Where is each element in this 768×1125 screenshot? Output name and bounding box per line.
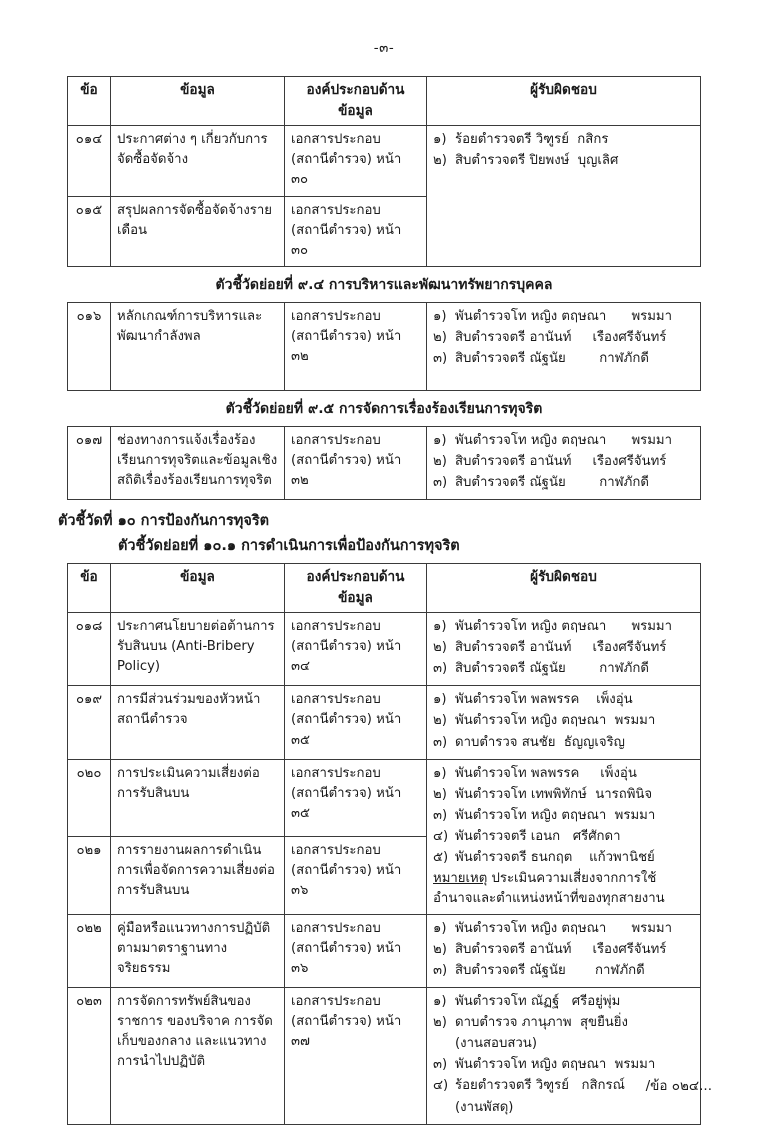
column-header-responsible: ผู้รับผิดชอบ <box>427 77 701 126</box>
cell-no: ๐๒๐ <box>68 759 111 837</box>
responsible-item-number: ๑) <box>433 692 447 708</box>
responsible-list-item <box>433 806 694 826</box>
responsible-item-name: พันตำรวจโท พลพรรค เพ็งอุ่น <box>455 765 637 781</box>
cell-responsible <box>427 426 701 499</box>
responsible-item-number: ๒) <box>433 713 447 729</box>
responsible-item-name: สิบตำรวจตรี ณัฐนัย กาฬภักดี <box>455 350 649 366</box>
cell-component: เอกสารประกอบ (สถานีตำรวจ) หน้า ๓๔ <box>285 613 427 686</box>
cell-responsible <box>427 686 701 759</box>
table-hr-development <box>67 302 701 391</box>
heading-indicator-9-4: ตัวชี้วัดย่อยที่ ๙.๔ การบริหารและพัฒนาทรัพยากรบุคคล <box>215 276 553 293</box>
heading-indicator-10-1: ตัวชี้วัดย่อยที่ ๑๐.๑ การดำเนินการเพื่อป้องกันการทุจริต <box>118 537 460 554</box>
responsible-item-number: ๓) <box>433 474 448 490</box>
cell-no: ๐๑๕ <box>68 196 111 266</box>
cell-no: ๐๑๔ <box>68 126 111 196</box>
cell-info: ช่องทางการแจ้งเรื่องร้องเรียนการทุจริตและข้อมูลเชิงสถิติเรื่องร้องเรียนการทุจริต <box>111 426 285 499</box>
responsible-item-name: พันตำรวจโท ณัฏฐ์ ศรีอยู่พุ่ม <box>455 994 621 1010</box>
responsible-item-number: ๒) <box>433 329 447 345</box>
responsible-list <box>433 431 694 493</box>
responsible-item-number: ๓) <box>433 350 448 366</box>
column-header-no: ข้อ <box>68 77 111 126</box>
cell-responsible <box>427 126 701 266</box>
responsible-item-number: ๔) <box>433 1078 449 1094</box>
cell-no: ๐๒๓ <box>68 988 111 1124</box>
responsible-list-item <box>433 638 694 658</box>
responsible-item-number: ๑) <box>433 994 447 1010</box>
table-row <box>68 915 701 988</box>
cell-component: เอกสารประกอบ (สถานีตำรวจ) หน้า ๓๐ <box>285 126 427 196</box>
responsible-item-name: สิบตำรวจตรี อานันท์ เรืองศรีจันทร์ <box>455 942 667 958</box>
responsible-item-name: สิบตำรวจตรี ณัฐนัย กาฬภักดี <box>455 661 649 677</box>
cell-no: ๐๑๘ <box>68 613 111 686</box>
column-header-no: ข้อ <box>68 563 111 612</box>
responsible-item-name: พันตำรวจโท หญิง ตฤษณา พรมมา <box>455 807 656 823</box>
responsible-list-item <box>433 328 694 348</box>
cell-responsible <box>427 988 701 1124</box>
responsible-list-item <box>433 1055 694 1075</box>
responsible-item-number: ๓) <box>433 963 448 979</box>
table-complaints <box>67 426 701 500</box>
note-label: หมายเหตุ <box>433 870 488 886</box>
cell-responsible-merged <box>427 759 701 914</box>
cell-component: เอกสารประกอบ (สถานีตำรวจ) หน้า ๓๐ <box>285 196 427 266</box>
cell-info: การรายงานผลการดำเนินการเพื่อจัดการความเสี่ยงต่อการรับสินบน <box>111 837 285 915</box>
cell-responsible <box>427 613 701 686</box>
cell-no: ๐๒๒ <box>68 915 111 988</box>
responsible-item-name: พันตำรวจโท เทพพิทักษ์ นารถพินิจ <box>455 786 653 802</box>
responsible-item-number: ๒) <box>433 942 447 958</box>
table-anti-corruption <box>67 563 701 1125</box>
responsible-item-name: ร้อยตำรวจตรี วิฑูรย์ กสิกรณ์ <box>455 1078 625 1094</box>
responsible-list-item <box>433 349 694 369</box>
responsible-list-item <box>433 961 694 981</box>
footer-continuation-note: /ข้อ ๐๒๔... <box>645 1078 712 1094</box>
responsible-item-name: สิบตำรวจตรี อานันท์ เรืองศรีจันทร์ <box>455 640 667 656</box>
responsible-item-name: ร้อยตำรวจตรี วิฑูรย์ กสิกร <box>455 132 609 148</box>
responsible-item-number: ๑) <box>433 765 447 781</box>
responsible-list-item <box>433 711 694 731</box>
cell-component: เอกสารประกอบ (สถานีตำรวจ) หน้า ๓๕ <box>285 759 427 837</box>
cell-no: ๐๑๖ <box>68 302 111 390</box>
column-header-info: ข้อมูล <box>111 77 285 126</box>
table-header-row <box>68 77 701 126</box>
responsible-item-name: พันตำรวจโท หญิง ตฤษณา พรมมา <box>455 713 656 729</box>
responsible-item-name: สิบตำรวจตรี ปิยพงษ์ บุญเลิศ <box>455 153 619 169</box>
cell-info: การจัดการทรัพย์สินของราชการ ของบริจาค การจัดเก็บของกลาง และแนวทางการนำไปปฏิบัติ <box>111 988 285 1124</box>
responsible-item-number: ๒) <box>433 153 447 169</box>
table-row <box>68 302 701 390</box>
cell-component: เอกสารประกอบ (สถานีตำรวจ) หน้า ๓๕ <box>285 686 427 759</box>
responsible-item-name: พันตำรวจโท หญิง ตฤษณา พรมมา <box>455 1057 656 1073</box>
responsible-list <box>433 690 694 752</box>
table-row <box>68 426 701 499</box>
cell-component: เอกสารประกอบ (สถานีตำรวจ) หน้า ๓๖ <box>285 837 427 915</box>
column-header-component: องค์ประกอบด้านข้อมูล <box>285 77 427 126</box>
responsible-list-item <box>433 764 694 784</box>
cell-component: เอกสารประกอบ (สถานีตำรวจ) หน้า ๓๒ <box>285 302 427 390</box>
responsible-list-item <box>433 690 694 710</box>
responsible-list-item <box>433 827 694 847</box>
responsible-item-number: ๓) <box>433 661 448 677</box>
responsible-item-name: พันตำรวจโท พลพรรค เพ็งอุ่น <box>455 692 633 708</box>
table-header-row <box>68 563 701 612</box>
cell-responsible <box>427 302 701 390</box>
cell-component: เอกสารประกอบ (สถานีตำรวจ) หน้า ๓๗ <box>285 988 427 1124</box>
responsible-list <box>433 992 694 1117</box>
responsible-item-number: ๒) <box>433 1015 447 1031</box>
column-header-component: องค์ประกอบด้านข้อมูล <box>285 563 427 612</box>
column-header-info: ข้อมูล <box>111 563 285 612</box>
cell-info: ประกาศต่าง ๆ เกี่ยวกับการจัดซื้อจัดจ้าง <box>111 126 285 196</box>
responsible-list <box>433 307 694 369</box>
cell-info: ประกาศนโยบายต่อต้านการรับสินบน (Anti-Bribery Policy) <box>111 613 285 686</box>
table-procurement <box>67 76 701 267</box>
cell-info: หลักเกณฑ์การบริหารและพัฒนากำลังพล <box>111 302 285 390</box>
responsible-item-name: สิบตำรวจตรี อานันท์ เรืองศรีจันทร์ <box>455 453 667 469</box>
cell-no: ๐๑๙ <box>68 686 111 759</box>
responsible-item-name: (งานพัสดุ) <box>455 1099 514 1115</box>
responsible-list-item <box>433 785 694 805</box>
responsible-list-item <box>433 848 694 868</box>
responsible-item-number: ๕) <box>433 849 449 865</box>
responsible-item-number: ๓) <box>433 1057 448 1073</box>
table-row <box>68 126 701 196</box>
responsible-list <box>433 764 694 868</box>
heading-indicator-10: ตัวชี้วัดที่ ๑๐ การป้องกันการทุจริต <box>58 512 270 529</box>
responsible-item-name: ดาบตำรวจ ภานุภาพ สุขยืนยิ่ง <box>455 1015 628 1031</box>
cell-component: เอกสารประกอบ (สถานีตำรวจ) หน้า ๓๖ <box>285 915 427 988</box>
responsible-list-item <box>433 733 694 753</box>
heading-indicator-9-5: ตัวชี้วัดย่อยที่ ๙.๕ การจัดการเรื่องร้องเรียนการทุจริต <box>225 400 543 417</box>
responsible-item-name: สิบตำรวจตรี ณัฐนัย กาฬภักดี <box>455 474 649 490</box>
table-row <box>68 686 701 759</box>
page-number: -๓- <box>373 40 395 56</box>
responsible-list-item <box>433 1098 694 1118</box>
responsible-item-number: ๑) <box>433 132 447 148</box>
cell-info: การประเมินความเสี่ยงต่อการรับสินบน <box>111 759 285 837</box>
responsible-list-item <box>433 452 694 472</box>
table-row <box>68 988 701 1124</box>
responsible-list-item <box>433 919 694 939</box>
responsible-item-number: ๔) <box>433 828 449 844</box>
responsible-list-item <box>433 617 694 637</box>
cell-info: การมีส่วนร่วมของหัวหน้าสถานีตำรวจ <box>111 686 285 759</box>
responsible-list <box>433 617 694 679</box>
responsible-item-name: พันตำรวจโท หญิง ตฤษณา พรมมา <box>455 432 673 448</box>
responsible-list-item <box>433 151 694 171</box>
column-header-responsible: ผู้รับผิดชอบ <box>427 563 701 612</box>
responsible-item-number: ๑) <box>433 619 447 635</box>
table-row <box>68 613 701 686</box>
responsible-item-name: พันตำรวจโท หญิง ตฤษณา พรมมา <box>455 921 673 936</box>
responsible-item-number: ๑) <box>433 432 447 448</box>
responsible-list <box>433 130 694 171</box>
responsible-list-item <box>433 431 694 451</box>
note-text: ประเมินความเสี่ยงจากการใช้อำนาจและตำแหน่งหน้าที่ของทุกสายงาน <box>433 870 665 906</box>
responsible-list <box>433 919 694 981</box>
responsible-item-name: (งานสอบสวน) <box>455 1036 537 1052</box>
table-row <box>68 759 701 837</box>
document-page <box>0 36 768 1122</box>
responsible-list-item <box>433 1013 694 1033</box>
cell-info: คู่มือหรือแนวทางการปฏิบัติตามมาตราฐานทางจริยธรรม <box>111 915 285 988</box>
responsible-item-number: ๒) <box>433 453 447 469</box>
responsible-list-item <box>433 307 694 327</box>
cell-no: ๐๑๗ <box>68 426 111 499</box>
responsible-list-item <box>433 473 694 493</box>
responsible-item-name: สิบตำรวจตรี อานันท์ เรืองศรีจันทร์ <box>455 329 667 345</box>
cell-responsible <box>427 915 701 988</box>
responsible-item-number: ๒) <box>433 786 447 802</box>
responsible-item-number: ๓) <box>433 734 448 750</box>
responsible-item-name: พันตำรวจโท หญิง ตฤษณา พรมมา <box>455 308 673 324</box>
cell-component: เอกสารประกอบ (สถานีตำรวจ) หน้า ๓๒ <box>285 426 427 499</box>
responsible-list-item <box>433 659 694 679</box>
cell-info: สรุปผลการจัดซื้อจัดจ้างรายเดือน <box>111 196 285 266</box>
responsible-item-number: ๑) <box>433 308 447 324</box>
responsible-list-item <box>433 940 694 960</box>
note-row <box>433 869 694 909</box>
responsible-item-name: พันตำรวจตรี เอนก ศรีศักดา <box>455 828 621 844</box>
responsible-list-item <box>433 1034 694 1054</box>
responsible-list-item <box>433 130 694 150</box>
responsible-item-name: พันตำรวจโท หญิง ตฤษณา พรมมา <box>455 619 673 635</box>
responsible-item-name: ดาบตำรวจ สนชัย ธัญญเจริญ <box>455 734 625 750</box>
responsible-list-item <box>433 992 694 1012</box>
responsible-item-name: พันตำรวจตรี ธนกฤต แก้วพานิชย์ <box>455 849 655 865</box>
responsible-item-number: ๓) <box>433 807 448 823</box>
responsible-item-name: สิบตำรวจตรี ณัฐนัย กาฬภักดี <box>455 963 645 979</box>
responsible-item-number: ๒) <box>433 640 447 656</box>
responsible-item-number: ๑) <box>433 921 447 936</box>
cell-no: ๐๒๑ <box>68 837 111 915</box>
